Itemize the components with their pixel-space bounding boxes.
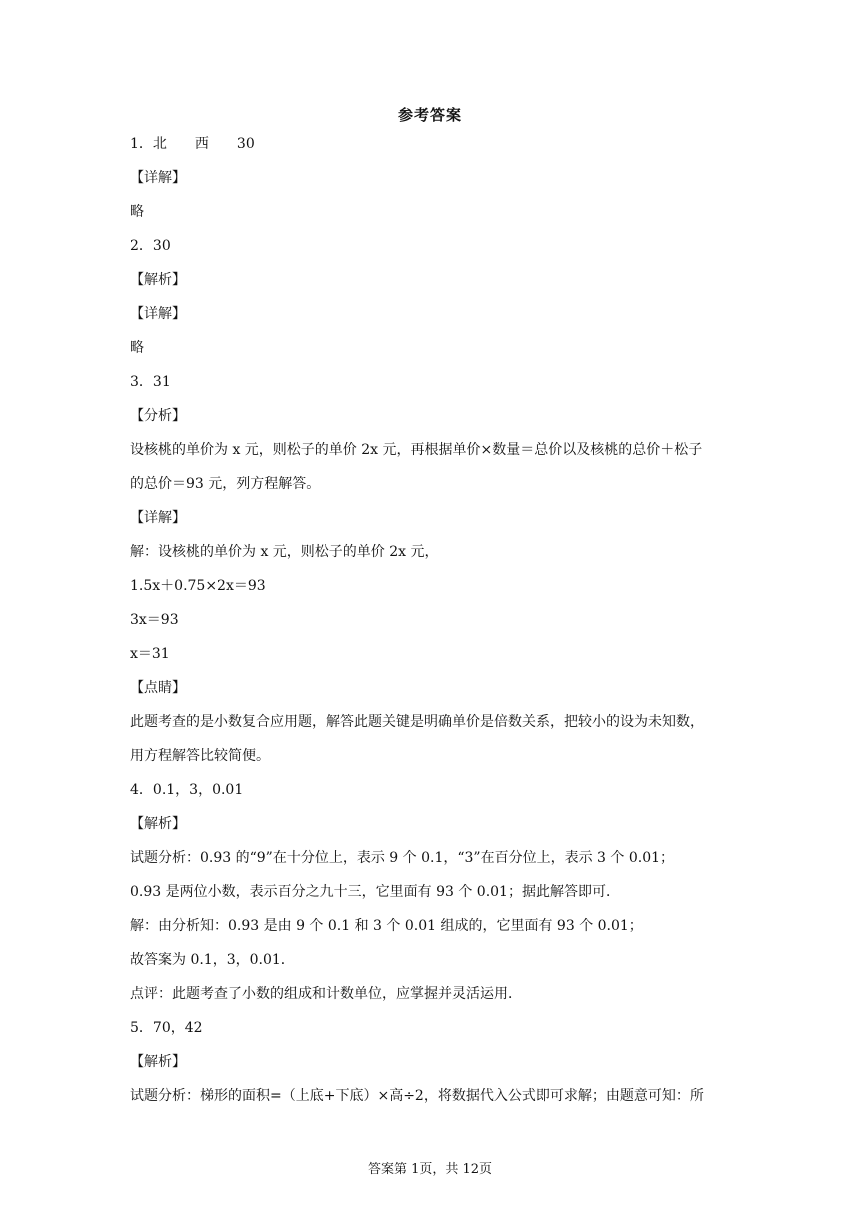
answer-1-detail: 略 [130, 204, 144, 220]
answer-2-detail-label: 【详解】 [130, 306, 186, 322]
answer-3-comment-line-1: 此题考查的是小数复合应用题，解答此题关键是明确单价是倍数关系，把较小的设为未知数， [130, 714, 704, 730]
answer-3-analysis-line-1: 设核桃的单价为 x 元，则松子的单价 2x 元，再根据单价×数量＝总价以及核桃的总价＋松子 [130, 442, 703, 458]
answer-2-analysis-label: 【解析】 [130, 272, 186, 288]
answer-4-line-5: 点评：此题考查了小数的组成和计数单位，应掌握并灵活运用． [130, 986, 522, 1002]
answer-1-second: 西 [194, 136, 209, 152]
answer-4-line-4: 故答案为 0.1，3，0.01． [130, 952, 295, 968]
answer-1-detail-label: 【详解】 [130, 170, 186, 186]
answer-1 [130, 135, 740, 154]
answer-5-line-1: 试题分析：梯形的面积=（上底+下底）×高÷2，将数据代入公式即可求解；由题意可知：所 [130, 1088, 704, 1104]
answer-3-equation-2: 3x＝93 [130, 612, 179, 628]
answer-4-line-3: 解：由分析知：0.93 是由 9 个 0.1 和 3 个 0.01 组成的，它里面有 93 个 0.01； [130, 918, 643, 934]
answer-3-detail-label: 【详解】 [130, 510, 186, 526]
answer-3-detail-line-1: 解：设核桃的单价为 x 元，则松子的单价 2x 元， [130, 544, 439, 560]
answer-4-analysis-label: 【解析】 [130, 816, 186, 832]
answer-3: 3．31 [130, 374, 171, 390]
answer-4-line-2: 0.93 是两位小数，表示百分之九十三，它里面有 93 个 0.01；据此解答即可． [130, 884, 620, 900]
answer-3-comment [130, 713, 740, 766]
answer-3-analysis [130, 441, 740, 494]
page-footer: 答案第 1页，共 12页 [367, 1162, 493, 1177]
answer-content [130, 135, 740, 1121]
answer-2-detail: 略 [130, 340, 144, 356]
answer-2: 2．30 [130, 238, 171, 254]
answer-3-analysis-line-2: 的总价＝93 元，列方程解答。 [130, 476, 321, 492]
answer-3-equation-1: 1.5x＋0.75×2x＝93 [130, 578, 266, 594]
answer-1-first: 1．北 [130, 136, 167, 152]
answer-4-line-1: 试题分析：0.93 的“9”在十分位上，表示 9 个 0.1，“3”在百分位上，表示 3 个 0.01； [130, 850, 675, 866]
answer-3-analysis-label: 【分析】 [130, 408, 186, 424]
answer-1-third: 30 [236, 136, 255, 152]
page-title: 参考答案 [397, 106, 462, 124]
answer-3-comment-line-2: 用方程解答比较简便。 [130, 748, 270, 764]
answer-3-comment-label: 【点睛】 [130, 680, 186, 696]
answer-5-analysis-label: 【解析】 [130, 1054, 186, 1070]
answer-5: 5．70，42 [130, 1020, 203, 1036]
answer-4: 4．0.1，3，0.01 [130, 782, 244, 798]
answer-3-equation-3: x＝31 [130, 646, 170, 662]
